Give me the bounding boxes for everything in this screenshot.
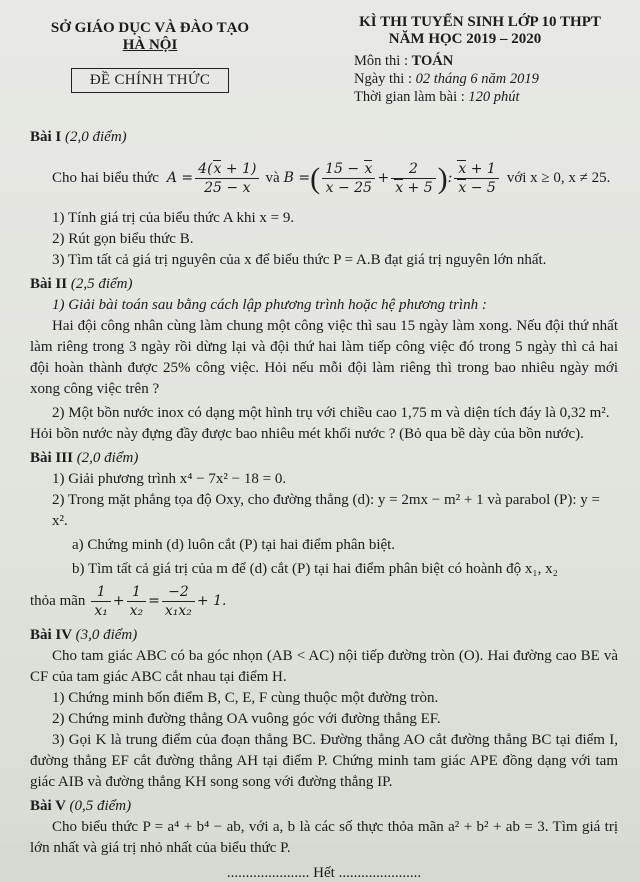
question-4-points: (3,0 điểm) [75,627,138,643]
date-label: Ngày thi : [354,71,416,87]
question-3-title: Bài III [30,450,73,466]
question-5-title: Bài V [30,798,66,814]
question-2-part-2: 2) Một bồn nước inox có dạng một hình trụ với chiều cao 1,75 m và diện tích đáy là 0,32 m². [52,405,610,421]
question-3-part-2: 2) Trong mặt phẳng tọa độ Oxy, cho đường thẳng (d): y = 2mx − m² + 1 và parabol (P): y = x². [52,492,600,529]
question-3-part-2b: b) Tìm tất cả giá trị của m để (d) cắt (P) tại hai điểm phân biệt có hoành độ x₁, x₂ [72,561,558,577]
question-1-condition: với x ≥ 0, x ≠ 25. [506,169,611,186]
question-4-part-3: 3) Gọi K là trung điểm của đoạn thẳng BC. Đường thẳng AO cắt đường thẳng BC tại điểm I, đường thẳng EF cắt đường thẳng AH tại điểm P. Chứng minh tam giác APE đồng dạng với tam giác AIB và đường thẳng KH song song với đường thẳng IP. [30,732,618,790]
expression-b-part3: $\frac{x + 1}{x - 5}$ [454,160,498,197]
time-label: Thời gian làm bài : [354,89,469,105]
question-4-part-1: 1) Chứng minh bốn điểm B, C, E, F cùng thuộc một đường tròn. [52,690,439,706]
question-1-intro: Cho hai biểu thức [52,169,159,186]
question-5-points: (0,5 điểm) [69,798,132,814]
question-4 [30,625,618,793]
question-1-formula: Cho hai biểu thức A = $\frac{4(x + 1)}{25 - x}$ và B = ( $\frac{15 - x}{x - 25}$ + $\frac{2}{x + 5}$ ) : $\frac{x + 1}{x - 5}$ với x ≥ 0, x ≠ 25. [52,160,611,196]
exam-title: KÌ THI TUYỂN SINH LỚP 10 THPT [359,14,601,30]
question-4-part-2: 2) Chứng minh đường thẳng OA vuông góc với đường thẳng EF. [52,711,441,727]
department-block [50,20,250,93]
question-1-title: Bài I [30,129,62,145]
end-marker: ...................... Hết ...................... [226,865,422,881]
exam-header [30,14,618,124]
question-2-title: Bài II [30,276,68,292]
expression-b-part1: $\frac{15 - x}{x - 25}$ [322,160,375,197]
expression-a: $\frac{4(x + 1)}{25 - x}$ [195,160,259,197]
subject-label: Môn thi : [354,53,412,69]
question-1-part-2: 2) Rút gọn biểu thức B. [52,231,194,247]
exam-meta [354,52,630,106]
time-value: 120 phút [468,89,520,105]
official-stamp-box: ĐỀ CHÍNH THỨC [71,68,229,93]
subject-value: TOÁN [411,53,454,69]
question-2-part-1-heading: 1) Giải bài toán sau bằng cách lập phương trình hoặc hệ phương trình : [52,297,487,313]
question-1 [30,127,618,271]
expression-b-part2: $\frac{2}{x + 5}$ [391,160,435,197]
question-4-title: Bài IV [30,627,72,643]
department-city: HÀ NỘI [122,37,178,53]
question-3-part-1: 1) Giải phương trình x⁴ − 7x² − 18 = 0. [52,471,287,487]
question-4-intro: Cho tam giác ABC có ba góc nhọn (AB < AC) nội tiếp đường tròn (O). Hai đường cao BE và CF của tam giác ABC cắt nhau tại điểm H. [30,648,618,685]
condition-prefix: thỏa mãn [30,592,86,609]
school-year: NĂM HỌC 2019 – 2020 [388,31,542,47]
date-value: 02 tháng 6 năm 2019 [415,71,539,87]
question-3-part-2a: a) Chứng minh (d) luôn cắt (P) tại hai điểm phân biệt. [72,537,396,553]
question-2-part-1-body: Hai đội công nhân cùng làm chung một công việc thì sau 15 ngày làm xong. Nếu đội thứ nhất làm riêng trong 3 ngày rồi dừng lại và đội thứ hai làm tiếp công việc đó trong 5 ngày thì cả hai đội hoàn thành được 25% công việc. Hỏi nếu mỗi đội làm riêng thì trong bao nhiêu ngày mới xong công việc trên ? [30,318,618,397]
question-2 [30,274,618,445]
question-3-condition: thỏa mãn $\frac{1}{\text{x₁}}$ + $\frac{1}{\text{x₂}}$ = $\frac{-2}{\text{x₁x₂}}$ + 1. [30,583,227,619]
question-5 [30,796,618,859]
question-5-body: Cho biểu thức P = a⁴ + b⁴ − ab, với a, b là các số thực thỏa mãn a² + b² + ab = 3. Tìm giá trị lớn nhất và giá trị nhỏ nhất của biểu thức P. [30,819,618,856]
exam-info-block [330,14,630,106]
question-1-part-3: 3) Tìm tất cả giá trị nguyên của x để biểu thức P = A.B đạt giá trị nguyên lớn nhất. [52,252,547,268]
question-3-points: (2,0 điểm) [76,450,139,466]
question-1-points: (2,0 điểm) [65,129,127,145]
condition-suffix: + 1. [196,592,227,609]
question-3 [30,448,618,622]
question-2-points: (2,5 điểm) [70,276,133,292]
question-1-part-1: 1) Tính giá trị của biểu thức A khi x = 9. [52,210,295,226]
department-name: SỞ GIÁO DỤC VÀ ĐÀO TẠO [50,20,250,36]
question-2-part-2-cont: Hỏi bồn nước này đựng đầy được bao nhiêu mét khối nước ? (Bỏ qua bề dày của bồn nước). [30,426,584,442]
